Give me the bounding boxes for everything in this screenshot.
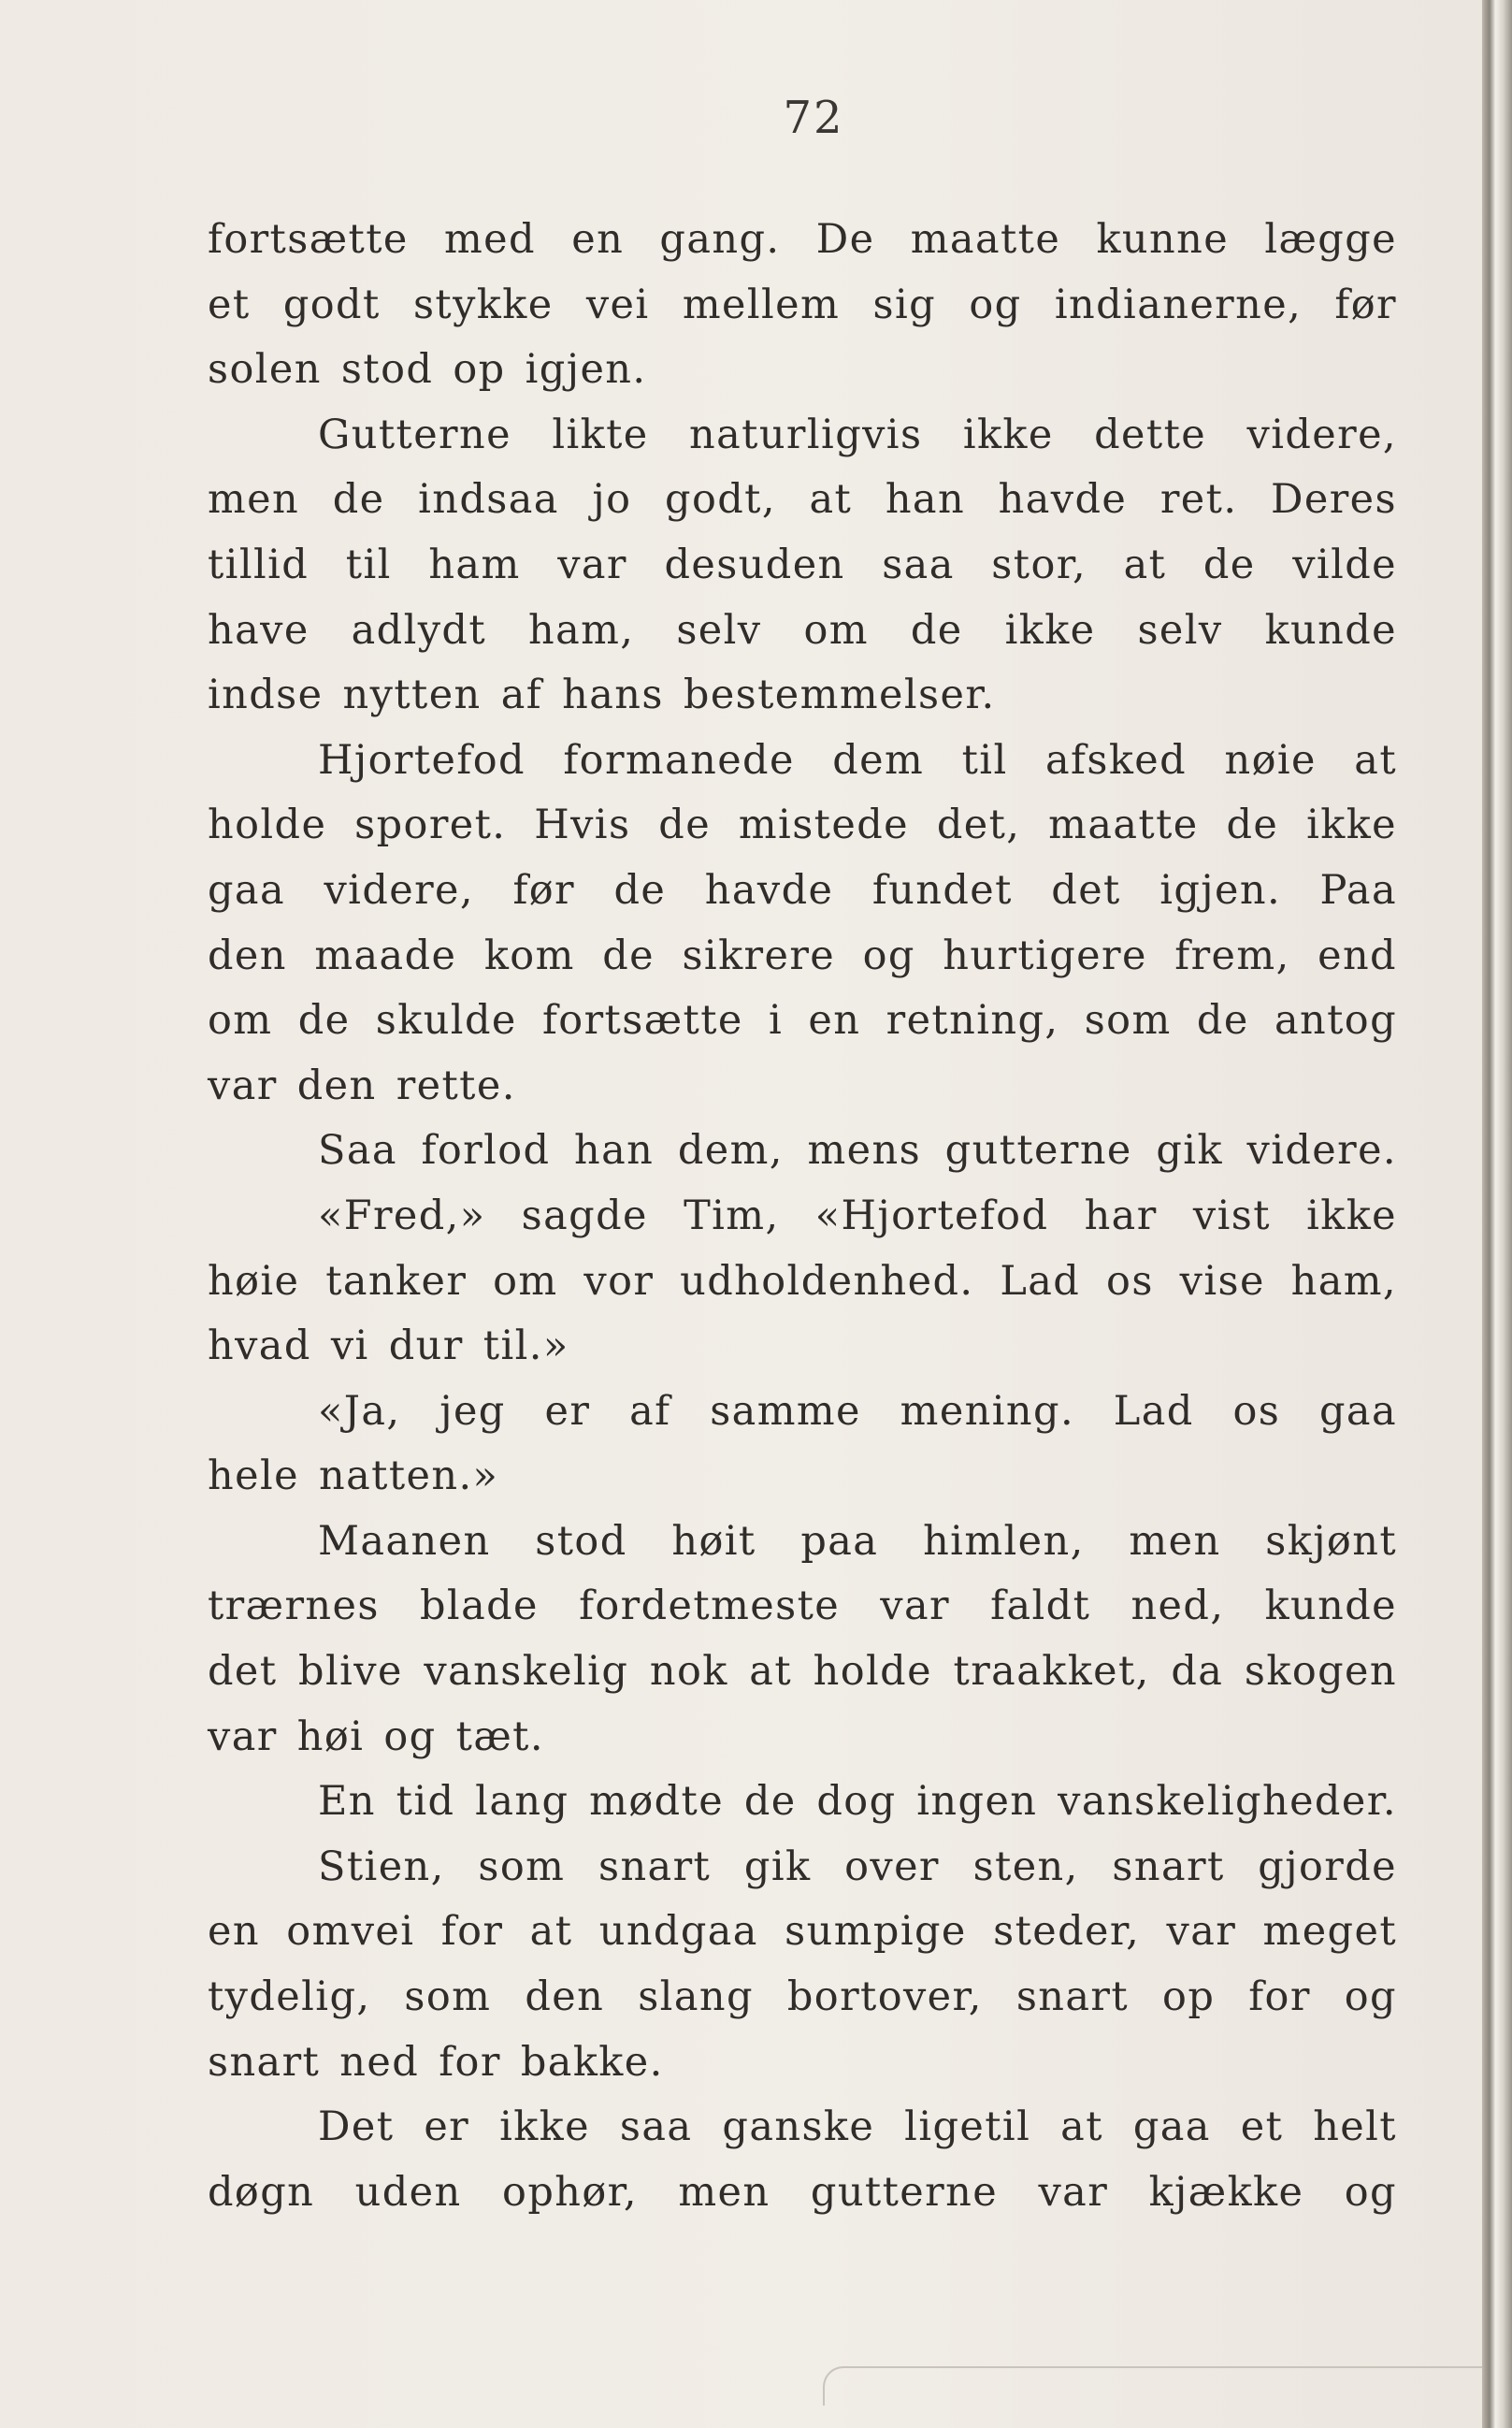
text-line: trærnes blade fordetmeste var faldt ned, kunde — [208, 1583, 1397, 1630]
text-line: Saa forlod han dem, mens gutterne gik videre. — [318, 1127, 1397, 1175]
text-line: var høi og tæt. — [208, 1713, 544, 1760]
text-line: Det er ikke saa ganske ligetil at gaa et helt — [318, 2103, 1397, 2151]
text-line: døgn uden ophør, men gutterne var kjække og — [208, 2168, 1397, 2216]
text-line: om de skulde fortsætte i en retning, som de antog — [208, 997, 1397, 1045]
text-line: «Ja, jeg er af samme mening. Lad os gaa — [318, 1387, 1397, 1435]
text-line: hele natten.» — [208, 1452, 499, 1500]
text-line: solen stod op igjen. — [208, 346, 647, 394]
text-line: Maanen stod høit paa himlen, men skjønt — [318, 1517, 1397, 1565]
text-line: holde sporet. Hvis de mistede det, maatte de ikke — [208, 802, 1397, 849]
text-line: gaa videre, før de havde fundet det igjen. Paa — [208, 866, 1397, 914]
text-line: tillid til ham var desuden saa stor, at de vilde — [208, 541, 1397, 588]
text-line: hvad vi dur til.» — [208, 1322, 569, 1370]
text-line: have adlydt ham, selv om de ikke selv kunde — [208, 606, 1397, 654]
body-text — [208, 208, 1397, 2225]
text-line: Stien, som snart gik over sten, snart gjorde — [318, 1843, 1397, 1890]
text-line: indse nytten af hans bestemmelser. — [208, 672, 996, 719]
text-line: En tid lang mødte de dog ingen vanskeligheder. — [318, 1778, 1397, 1826]
page-bottom-shadow — [823, 2366, 1484, 2406]
book-spine-edge — [1482, 0, 1512, 2428]
text-line: fortsætte med en gang. De maatte kunne lægge — [208, 216, 1397, 263]
text-line: et godt stykke vei mellem sig og indianerne, før — [208, 281, 1397, 328]
text-line: Hjortefod formanede dem til afsked nøie at — [318, 736, 1397, 784]
text-line: tydelig, som den slang bortover, snart op for og — [208, 1973, 1397, 2021]
text-line: det blive vanskelig nok at holde traakket, da skogen — [208, 1648, 1397, 1696]
page-number: 72 — [783, 92, 844, 144]
text-line: var den rette. — [208, 1062, 516, 1109]
text-line: snart ned for bakke. — [208, 2038, 664, 2086]
text-line: en omvei for at undgaa sumpige steder, var meget — [208, 1908, 1397, 1956]
text-line: høie tanker om vor udholdenhed. Lad os vise ham, — [208, 1257, 1397, 1305]
text-line: men de indsaa jo godt, at han havde ret. Deres — [208, 476, 1397, 524]
text-line: den maade kom de sikrere og hurtigere frem, end — [208, 932, 1397, 979]
text-line: «Fred,» sagde Tim, «Hjortefod har vist ikke — [318, 1192, 1397, 1239]
text-line: Gutterne likte naturligvis ikke dette videre, — [318, 411, 1397, 458]
